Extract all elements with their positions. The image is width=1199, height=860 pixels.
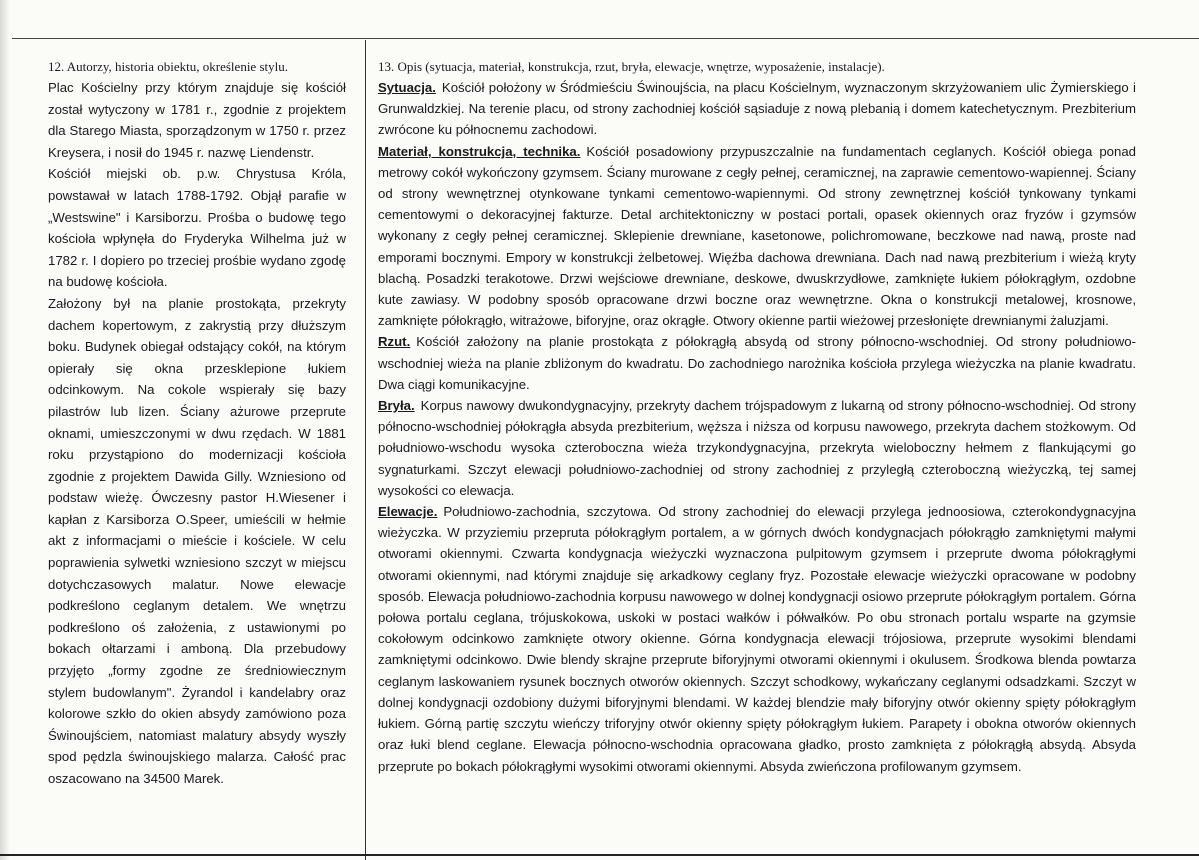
section-title: Elewacje. — [378, 504, 438, 520]
section-plan — [378, 331, 1136, 395]
section-elevations — [378, 501, 1136, 777]
left-heading: 12. Autorzy, historia obiektu, określenie stylu. — [48, 59, 288, 74]
section-material — [378, 141, 1136, 332]
left-paragraph: Plac Kościelny przy którym znajduje się kościół został wytyczony w 1781 r., zgodnie z projektem dla Starego Miasta, sporządzonym w 1750 r. przez Kreysera, i nosił do 1945 r. nazwę Liendenstr. — [48, 80, 346, 160]
right-heading: 13. Opis (sytuacja, materiał, konstrukcja, rzut, bryła, elewacje, wnętrze, wyposażenie, instalacje). — [378, 59, 885, 74]
section-massing — [378, 395, 1136, 501]
left-paragraph: Założony był na planie prostokąta, przekryty dachem kopertowym, z zakrystią przy dłuższym boku. Budynek obiegał odstający cokół, na którym opierały się okna przesklepione łukiem odcinkowym. Na cokole wspierały się bazy pilastrów lub lizen. Ściany ażurowe przeprute oknami, umieszczonymi w dwu rzędach. W 1881 roku przystąpiono do modernizacji kościoła zgodnie z projektem Dawida Gilly. Wzniesiono od podstaw wieżę. Ówczesny pastor H.Wiesener i kapłan z Karsiborza O.Speer, umieścili w hełmie akt z informacjami o mieście i kościele. W celu poprawienia sylwetki wzniesiono szczyt w miejscu dotychczasowych malatur. Nowe elewacje podkreślono ceglanym detalem. We wnętrzu podkreślono oś założenia, z ustawionymi po bokach ołtarzami i amboną. Dla przebudowy przyjęto „formy zgodne ze średniowiecznym stylem budowlanym". Żyrandol i kandelabry oraz kolorowe szkło do okien absydy zamówiono poza Świnoujściem, natomiast malatury absydy wyszły spod pędzla świnoujskiego malarza. Całość prac oszacowano na 34500 Marek. — [48, 295, 346, 786]
section-text: Kościół posadowiony przypuszczalnie na fundamentach ceglanych. Kościół obiega ponad metrowy cokół wykończony gzymsem. Ściany murowane z cegły pełnej, ceramicznej, na zaprawie cementowo-wapiennej. Ściany od strony wewnętrznej otynkowane tynkami cementowo-wapiennymi. Od strony zewnętrznej kościół tynkowany tynkami cementowymi o dekoracyjnej fakturze. Detal architektoniczny w postaci portali, opasek okiennych oraz fryzów i gzymsów wykonany z cegły pełnej ceramicznej. Sklepienie drewniane, kasetonowe, polichromowane, beczkowe nad nawą, proste nad emporami bocznymi. Empory w konstrukcji żelbetowej. Więźba dachowa drewniana. Dach nad nawą prezbiterium i wieżą kryty blachą. Posadzki terakotowe. Drzwi wejściowe drewniane, deskowe, dwuskrzydłowe, zamknięte łukiem półokrągłym, ozdobne kute zawiasy. W podobny sposób opracowane drzwi boczne oraz wewnętrzne. Okna o konstrukcji metalowej, krosnowe, zamknięte półokrągło, witrażowe, biforyjne, oraz okrągłe. Otwory okienne partii wieżowej przesłonięte drewnianymi żaluzjami. — [378, 143, 1136, 329]
section-title: Rzut. — [378, 334, 411, 350]
section-title: Sytuacja. — [378, 80, 436, 95]
left-paragraph: Kościół miejski ob. p.w. Chrystusa Króla, powstawał w latach 1788-1792. Objął parafie w „Westswine" i Karsiborzu. Prośba o budowę tego kościoła wpłynęła do Fryderyka Wilhelma już w 1782 r. I dopiero po trzeciej prośbie wydano zgodę na budowę kościoła. — [48, 166, 346, 290]
section-title: Bryła. — [378, 398, 415, 414]
section-text: Kościół położony w Śródmieściu Świnoujścia, na placu Kościelnym, wyznaczonym skrzyżowaniem ulic Żymierskiego i Grunwaldzkiej. Na terenie placu, od strony zachodniej kościół sąsiaduje z nową plebanią i domem katechetycznym. Prezbiterium zwrócone ku północnemu zachodowi. — [378, 80, 1136, 138]
section-text: Południowo-zachodnia, szczytowa. Od strony zachodniej do elewacji przylega jednoosiowa, czterokondygnacyjna wieżyczka. W przyziemiu przepruta półokrągłym portalem, a w górnych dwóch kondygnacjach półokrągło zamkniętymi małymi otworami okiennymi. Czwarta kondygnacja wieżyczki wyznaczona pulpitowym gzymsem i przeprute dwoma półokrągłymi otworami okiennymi, nad którymi znajduje się arkadkowy ceglany fryz. Pozostałe elewacje wieżyczki opracowane w podobny sposób. Elewacja południowo-zachodnia korpusu nawowego w dolnej kondygnacji osiowo przeprute półokrągłym portalem. Górna połowa portalu ceglana, trójuskokowa, uskoki w postaci wałków i półwałków. Po obu stronach portalu wsparte na gzymsie cokołowym odcinkowo zamknięte otwory okienne. Górna kondygnacja elewacji trójosiowa, przeprute wysokimi blendami zamkniętymi odcinkowo. Dwie blendy skrajne przeprute biforyjnymi otworami okiennymi i okulusem. Środkowa blenda powtarza ceglanym laskowaniem rysunek bocznych otworów okiennych. Szczyt schodkowy, wykańczany ceglanymi odsadzkami. Szczyt w dolnej kondygnacji ozdobiony dużymi biforyjnymi blendami. W każdej blendzie mały biforyjny otwór okienny spięty półokrągłym łukiem. Górną partię szczytu wieńczy triforyjny otwór okienny spięty półokrągłym łukiem. Parapety i obokna otworów okiennych oraz łuki blend ceglane. Elewacja północno-wschodnia opracowana gładko, prosto zamknięta z półokrągłą absydą. Absyda przeprute po bokach półokrągłymi wysokimi otworami okiennymi. Absyda zwieńczona profilowanym gzymsem. — [378, 504, 1136, 774]
column-divider — [365, 40, 366, 860]
section-text: Kościół założony na planie prostokąta z półokrągłą absydą od strony północno-wschodniej. Od strony południowo-wschodniej wieża na planie zbliżonym do kwadratu. Do zachodniego narożnika kościoła przylega wieżyczka na planie kwadratu. Dwa ciągi komunikacyjne. — [378, 334, 1136, 392]
section-text: Korpus nawowy dwukondygnacyjny, przekryty dachem trójspadowym z lukarną od strony północno-wschodniej. Od strony północno-wschodniej półokrągła absyda prezbiterium, węższa i niższa od korpusu nawowego, przekryta dachem stożkowym. Od południowo-wschodu wysoka czteroboczna wieża trzykondygnacyjna, przekryta wieloboczny hełmem z flankującymi go sygnaturkami. Szczyt elewacji południowo-zachodniej od strony zachodniej z przyległą czteroboczną wieżyczką, tej samej wysokości co elewacja. — [378, 398, 1136, 498]
left-column — [48, 56, 346, 790]
bottom-rule — [0, 854, 1199, 856]
right-column — [378, 56, 1136, 777]
section-title: Materiał, konstrukcja, technika. — [378, 143, 581, 159]
scan-edge-shadow — [0, 0, 10, 860]
top-rule — [12, 38, 1199, 39]
section-situation — [378, 77, 1136, 141]
